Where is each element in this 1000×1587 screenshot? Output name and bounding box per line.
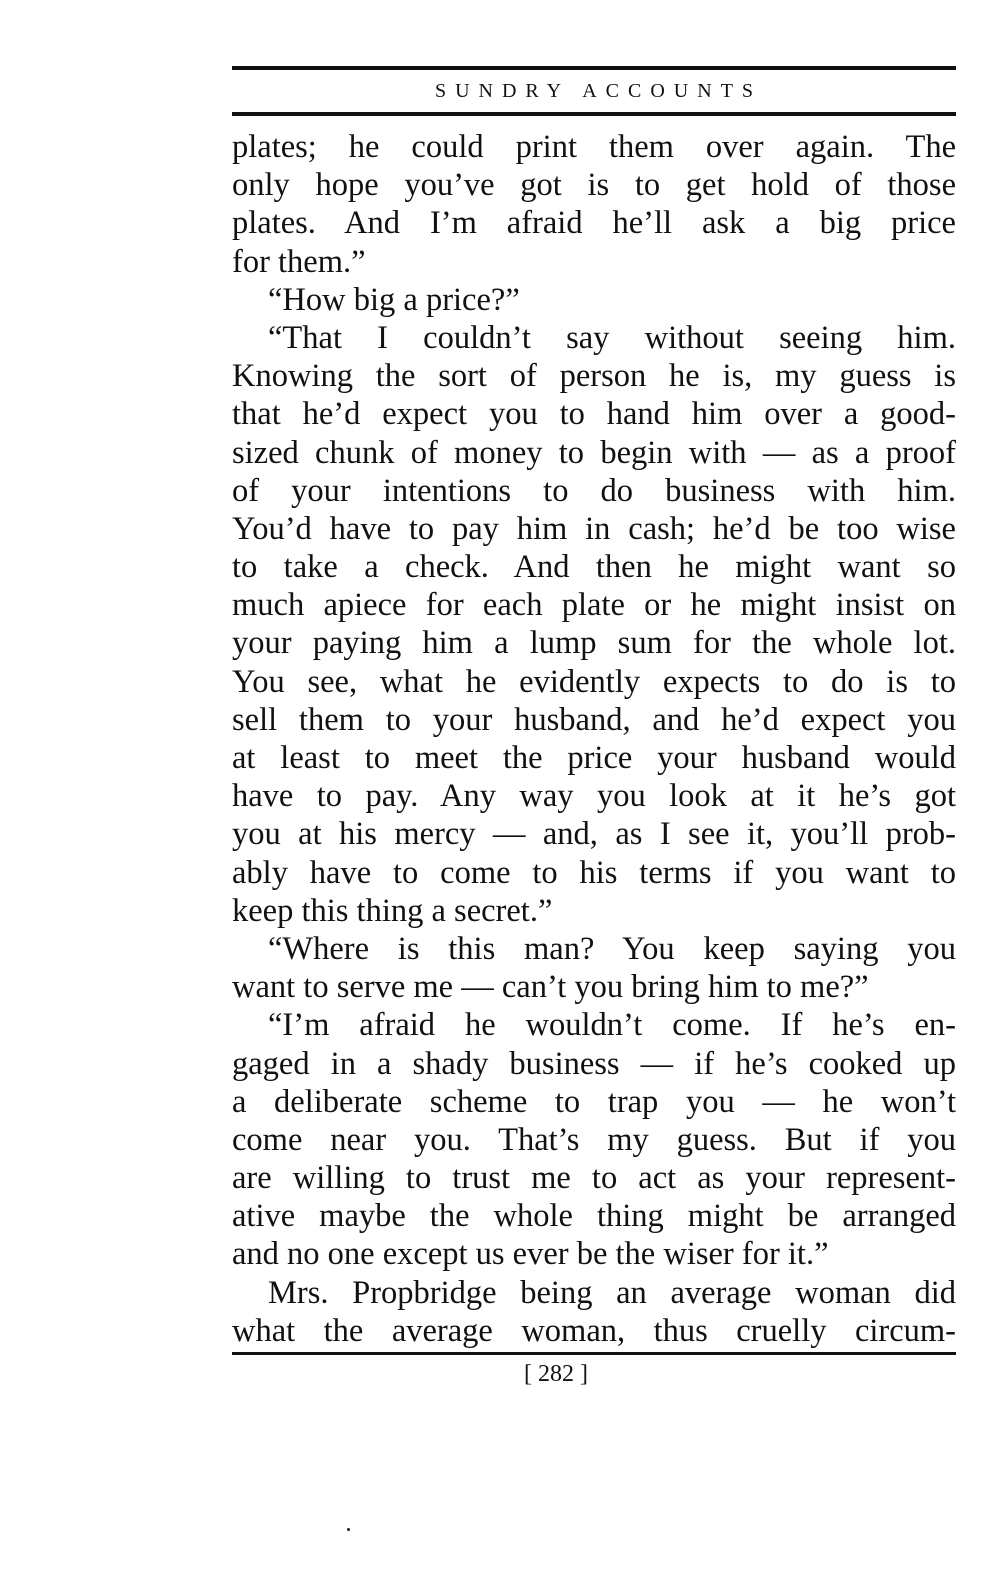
text-line: sized chunk of money to begin with — as a proof	[232, 434, 956, 471]
text-line: You see, what he evidently expects to do is to	[232, 663, 956, 700]
header-rule-bottom	[232, 112, 956, 116]
text-line: to take a check. And then he might want so	[232, 549, 956, 586]
text-line: ative maybe the whole thing might be arranged	[232, 1198, 956, 1235]
text-line: only hope you’ve got is to get hold of those	[232, 167, 956, 204]
text-line: have to pay. Any way you look at it he’s got	[232, 778, 956, 815]
text-line: much apiece for each plate or he might insist on	[232, 587, 956, 624]
text-line: your paying him a lump sum for the whole lot.	[232, 625, 956, 662]
running-head: SUNDRY ACCOUNTS	[434, 80, 763, 102]
text-line: You’d have to pay him in cash; he’d be too wise	[232, 510, 956, 547]
text-line: gaged in a shady business — if he’s cooked up	[232, 1045, 956, 1082]
text-line: “Where is this man? You keep saying you	[268, 930, 956, 967]
page-number: [ 282 ]	[524, 1361, 588, 1387]
text-line: are willing to trust me to act as your represent-	[232, 1160, 956, 1197]
text-line: and no one except us ever be the wiser for it.”	[232, 1236, 829, 1273]
text-line: you at his mercy — and, as I see it, you’ll prob-	[232, 816, 956, 853]
text-line: “How big a price?”	[268, 281, 520, 318]
text-line: plates; he could print them over again. The	[232, 129, 956, 165]
paper-speck	[347, 1528, 350, 1531]
header-rule-top	[232, 66, 956, 70]
text-line: Mrs. Propbridge being an average woman did	[268, 1274, 956, 1311]
text-line: at least to meet the price your husband would	[232, 740, 956, 776]
text-line: keep this thing a secret.”	[232, 892, 553, 929]
text-line: plates. And I’m afraid he’ll ask a big price	[232, 205, 956, 242]
text-line: Knowing the sort of person he is, my guess is	[232, 358, 956, 395]
text-line: ably have to come to his terms if you want to	[232, 854, 956, 891]
text-line: a deliberate scheme to trap you — he won’t	[232, 1083, 956, 1120]
text-line: of your intentions to do business with him.	[232, 472, 956, 509]
book-page	[232, 66, 956, 1389]
footer-rule	[232, 1352, 956, 1355]
text-line: come near you. That’s my guess. But if you	[232, 1121, 956, 1158]
text-line: “I’m afraid he wouldn’t come. If he’s en-	[268, 1007, 956, 1044]
text-line: for them.”	[232, 243, 366, 280]
text-line: want to serve me — can’t you bring him to me?”	[232, 969, 869, 1006]
text-line: sell them to your husband, and he’d expect you	[232, 701, 956, 738]
text-line: what the average woman, thus cruelly circum-	[232, 1312, 956, 1349]
body-text	[232, 128, 956, 1350]
text-line: that he’d expect you to hand him over a good-	[232, 396, 956, 433]
text-line: “That I couldn’t say without seeing him.	[268, 319, 956, 356]
